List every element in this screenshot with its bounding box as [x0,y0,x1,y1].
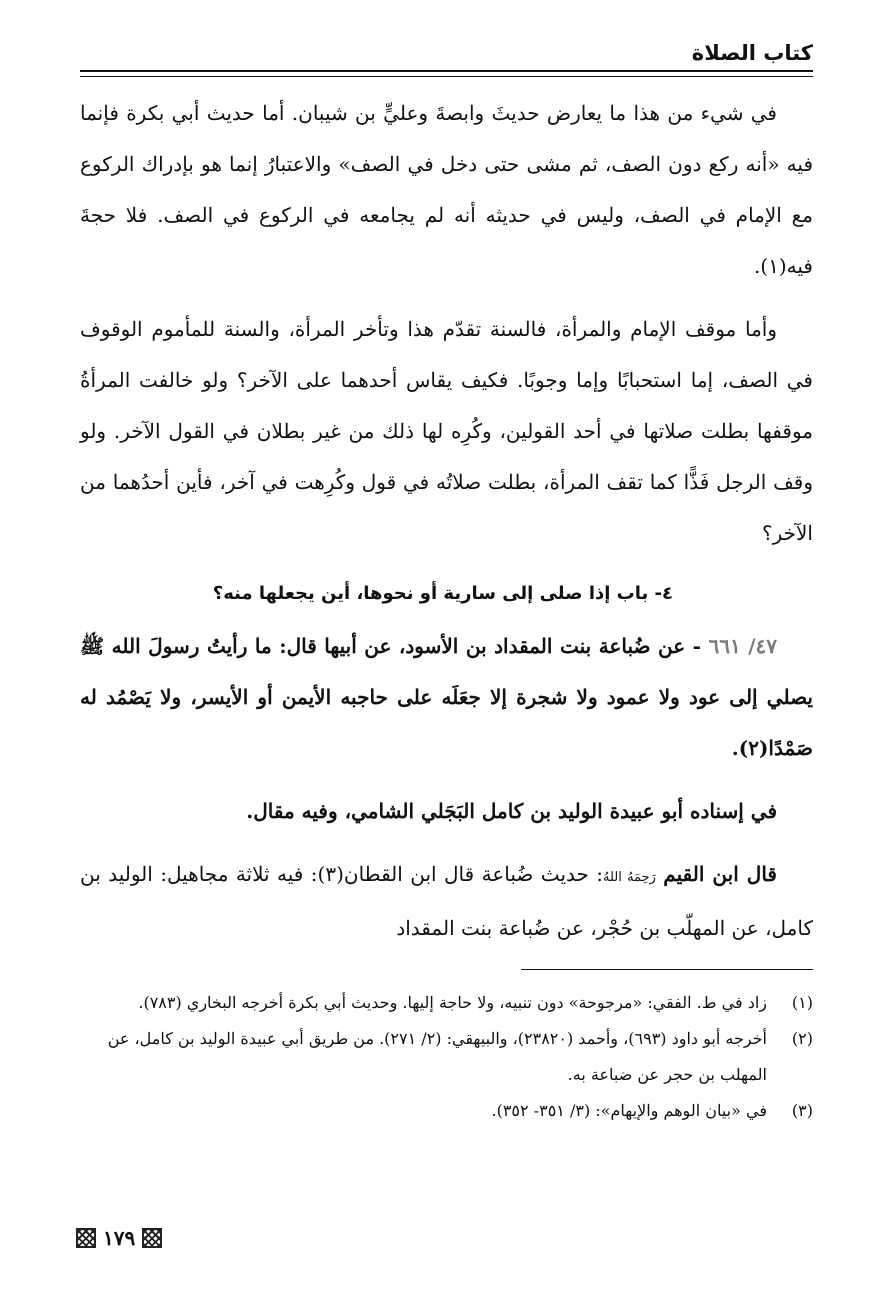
paragraph-1: في شيء من هذا ما يعارض حديثَ وابصةَ وعليٍّ بن شيبان. أما حديث أبي بكرة فإنما فيه «أنه ركع دون الصف، ثم مشى حتى دخل في الصف» والاعتبارُ إنما هو بإدراك الركوع مع الإمام في الصف، وليس في حديثه أنه لم يجامعه في الركوع في الصف. فلا حجةَ فيه(١). [80,101,813,278]
ornament-icon [142,1228,162,1248]
footnote-text: زاد في ط. الفقي: «مرجوحة» دون تنبيه، ولا حاجة إليها. وحديث أبي بكرة أخرجه البخاري (٧٨٣). [138,993,767,1012]
page-number-block [76,1226,162,1250]
ibn-qayyim-name: قال ابن القيم [663,862,777,886]
chapter-heading: ٤- باب إذا صلى إلى سارية أو نحوها، أين يجعلها منه؟ [212,583,673,604]
footnote-number: (١) [791,993,813,1012]
footnote-text: أخرجه أبو داود (٦٩٣)، وأحمد (٢٣٨٢٠)، والبيهقي: (٢/ ٢٧١). من طريق أبي عبيدة الوليد بن كامل، عن المهلب بن حجر عن ضباعة به. [107,1029,767,1084]
footnote-number: (٢) [791,1029,813,1048]
running-head: كتاب الصلاة [691,41,813,65]
ornament-icon [76,1228,96,1248]
paragraph-2: وأما موقف الإمام والمرأة، فالسنة تقدّم هذا وتأخر المرأة، والسنة للمأموم الوقوف في الصف، إما استحبابًا وإما وجوبًا. فكيف يقاس أحدهما على الآخر؟ ولو خالفت المرأةُ موقفها بطلت صلاتها في أحد القولين، وكُرِه لها ذلك من غير بطلان في القول الآخر. ولو وقف الرجل فَذًّا كما تقف المرأة، بطلت صلاتُه في قول وكُرِهت في آخر، فأين أحدُهما من الآخر؟ [80,317,813,545]
hadith-number: ٤٧/ ٦٦١ [708,634,777,658]
footnote-text: في «بيان الوهم والإيهام»: (٣/ ٣٥١- ٣٥٢). [491,1101,767,1120]
hadith-text: - عن ضُباعة بنت المقداد بن الأسود، عن أبيها قال: ما رأيتُ رسولَ الله ﷺ يصلي إلى عود ولا عمود ولا شجرة إلا جعَلَه على حاجبه الأيمن أو الأيسر، ولا يَصْمُد له صَمْدًا(٢). [80,634,813,760]
hadith-paragraph [80,621,813,774]
main-text [80,88,813,966]
footnote-1 [80,985,813,1021]
footnote-number: (٣) [791,1101,813,1120]
footnote-3 [80,1093,813,1129]
isnad-note: في إسناده أبو عبيدة الوليد بن كامل البَجَلي الشامي، وفيه مقال. [246,799,777,823]
footnote-2 [80,1021,813,1093]
footnotes [80,985,813,1129]
header-rule-thick [80,70,813,72]
ibn-qayyim-paragraph [80,849,813,954]
ibn-qayyim-text: : حديث ضُباعة قال ابن القطان(٣): فيه ثلاثة مجاهيل: الوليد بن كامل، عن المهلّب بن حُجْر، عن ضُباعة بنت المقداد [80,862,813,940]
header-rule-thin [80,76,813,77]
page-number: ١٧٩ [103,1226,136,1250]
honorific: رَحِمَهُ اللهُ [603,870,656,885]
footnote-separator [521,969,813,970]
